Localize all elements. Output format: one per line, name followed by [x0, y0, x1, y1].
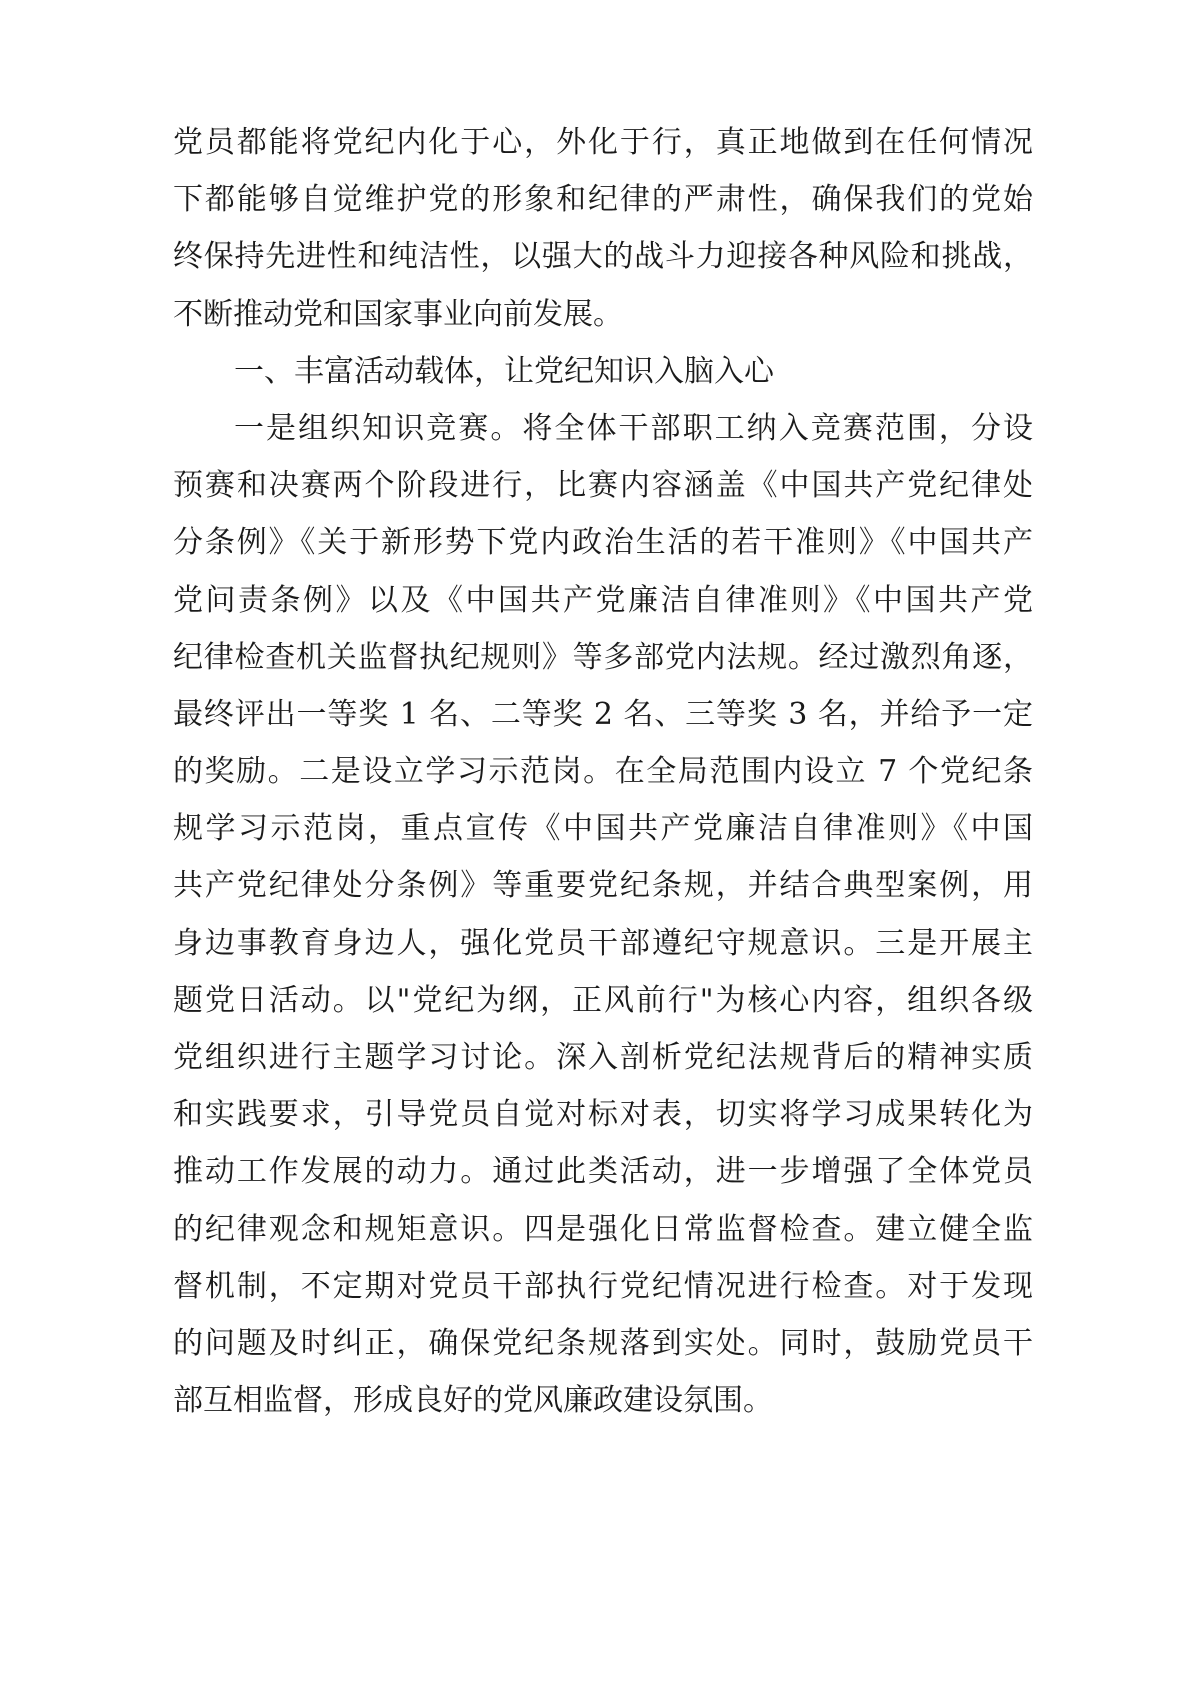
section-heading: 一、丰富活动载体，让党纪知识入脑入心 — [234, 353, 774, 389]
paragraph-line: 一是组织知识竞赛。将全体干部职工纳入竞赛范围，分设 — [234, 410, 1033, 446]
paragraph-line: 身边事教育身边人，强化党员干部遵纪守规意识。三是开展主 — [173, 925, 1033, 961]
paragraph-line: 部互相监督，形成良好的党风廉政建设氛围。 — [173, 1383, 773, 1419]
paragraph-line: 党问责条例》以及《中国共产党廉洁自律准则》《中国共产党 — [173, 582, 1033, 618]
paragraph-line: 督机制，不定期对党员干部执行党纪情况进行检查。对于发现 — [173, 1268, 1033, 1304]
paragraph-line: 纪律检查机关监督执纪规则》等多部党内法规。经过激烈角逐， — [173, 639, 1033, 675]
paragraph-line: 最终评出一等奖 1 名、二等奖 2 名、三等奖 3 名，并给予一定 — [173, 696, 1033, 732]
document-body — [173, 114, 1033, 1429]
paragraph-line: 终保持先进性和纯洁性，以强大的战斗力迎接各种风险和挑战， — [173, 239, 1033, 275]
paragraph-line: 的奖励。二是设立学习示范岗。在全局范围内设立 7 个党纪条 — [173, 754, 1033, 790]
paragraph-line: 分条例》《关于新形势下党内政治生活的若干准则》《中国共产 — [173, 525, 1033, 561]
paragraph-line: 党员都能将党纪内化于心，外化于行，真正地做到在任何情况 — [173, 125, 1033, 160]
paragraph-line: 的问题及时纠正，确保党纪条规落到实处。同时，鼓励党员干 — [173, 1325, 1033, 1361]
paragraph-line: 规学习示范岗，重点宣传《中国共产党廉洁自律准则》《中国 — [173, 811, 1033, 847]
paragraph-line: 推动工作发展的动力。通过此类活动，进一步增强了全体党员 — [173, 1154, 1033, 1190]
paragraph-line: 和实践要求，引导党员自觉对标对表，切实将学习成果转化为 — [173, 1097, 1033, 1133]
paragraph-line: 共产党纪律处分条例》等重要党纪条规，并结合典型案例，用 — [173, 868, 1033, 904]
paragraph-line: 题党日活动。以"党纪为纲，正风前行"为核心内容，组织各级 — [173, 982, 1033, 1018]
paragraph-line: 党组织进行主题学习讨论。深入剖析党纪法规背后的精神实质 — [173, 1040, 1033, 1075]
paragraph-line: 不断推动党和国家事业向前发展。 — [173, 296, 623, 332]
paragraph-line: 预赛和决赛两个阶段进行，比赛内容涵盖《中国共产党纪律处 — [173, 468, 1033, 504]
paragraph-line: 下都能够自觉维护党的形象和纪律的严肃性，确保我们的党始 — [173, 182, 1033, 218]
paragraph-line: 的纪律观念和规矩意识。四是强化日常监督检查。建立健全监 — [173, 1211, 1033, 1247]
